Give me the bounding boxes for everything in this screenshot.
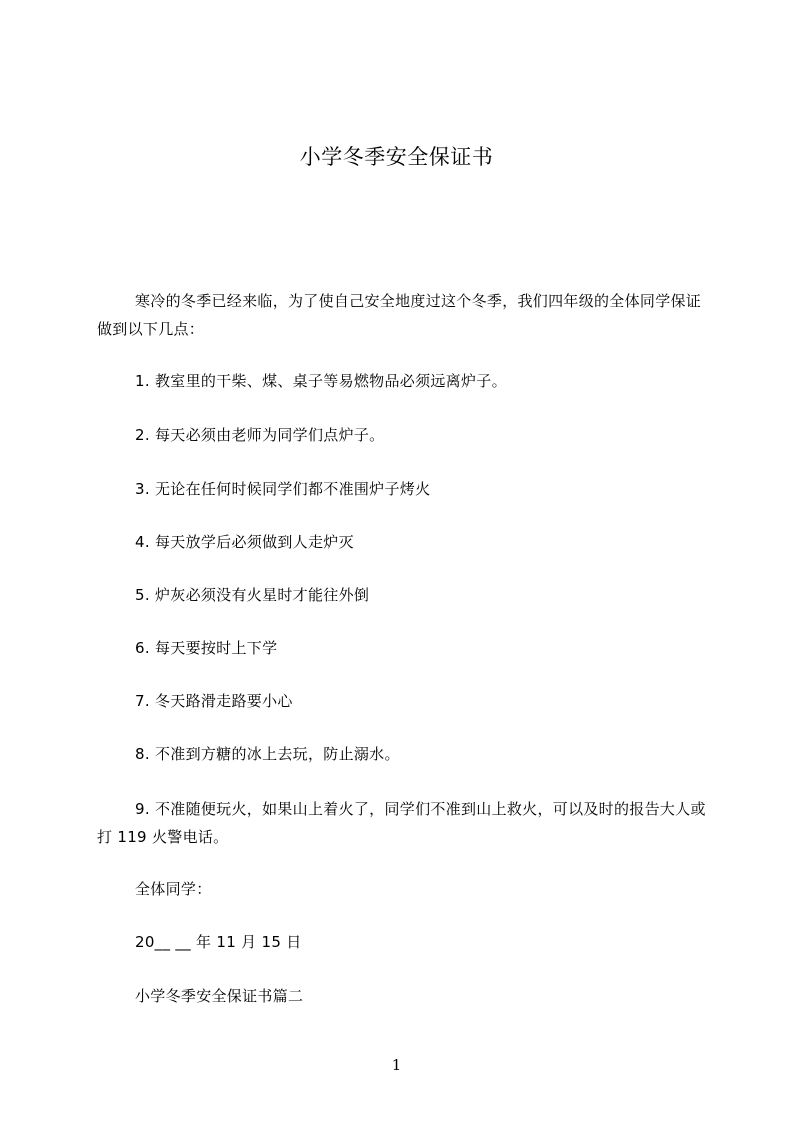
list-item-5: 5. 炉灰必须没有火星时才能往外倒 bbox=[135, 586, 370, 604]
date-line: 20__ __ 年 11 月 15 日 bbox=[135, 933, 302, 951]
list-item-7: 7. 冬天路滑走路要小心 bbox=[135, 692, 293, 710]
list-item-6: 6. 每天要按时上下学 bbox=[135, 639, 278, 657]
page-number: 1 bbox=[391, 1056, 402, 1074]
signature-line: 全体同学： bbox=[135, 880, 212, 898]
list-item-4: 4. 每天放学后必须做到人走炉灭 bbox=[135, 533, 354, 551]
list-item-9: 9. 不准随便玩火，如果山上着火了，同学们不准到山上救火，可以及时的报告大人或打 119 火警电话。 bbox=[97, 800, 706, 846]
list-item-8: 8. 不准到方糖的冰上去玩，防止溺水。 bbox=[135, 745, 400, 763]
next-section-title: 小学冬季安全保证书篇二 bbox=[135, 987, 304, 1005]
document-title: 小学冬季安全保证书 bbox=[299, 145, 494, 169]
list-item-1: 1. 教室里的干柴、煤、桌子等易燃物品必须远离炉子。 bbox=[135, 372, 507, 390]
intro-paragraph: 寒冷的冬季已经来临，为了使自己安全地度过这个冬季，我们四年级的全体同学保证做到以下几点： bbox=[97, 292, 702, 338]
list-item-2: 2. 每天必须由老师为同学们点炉子。 bbox=[135, 426, 385, 444]
list-item-3: 3. 无论在任何时候同学们都不准围炉子烤火 bbox=[135, 480, 431, 498]
